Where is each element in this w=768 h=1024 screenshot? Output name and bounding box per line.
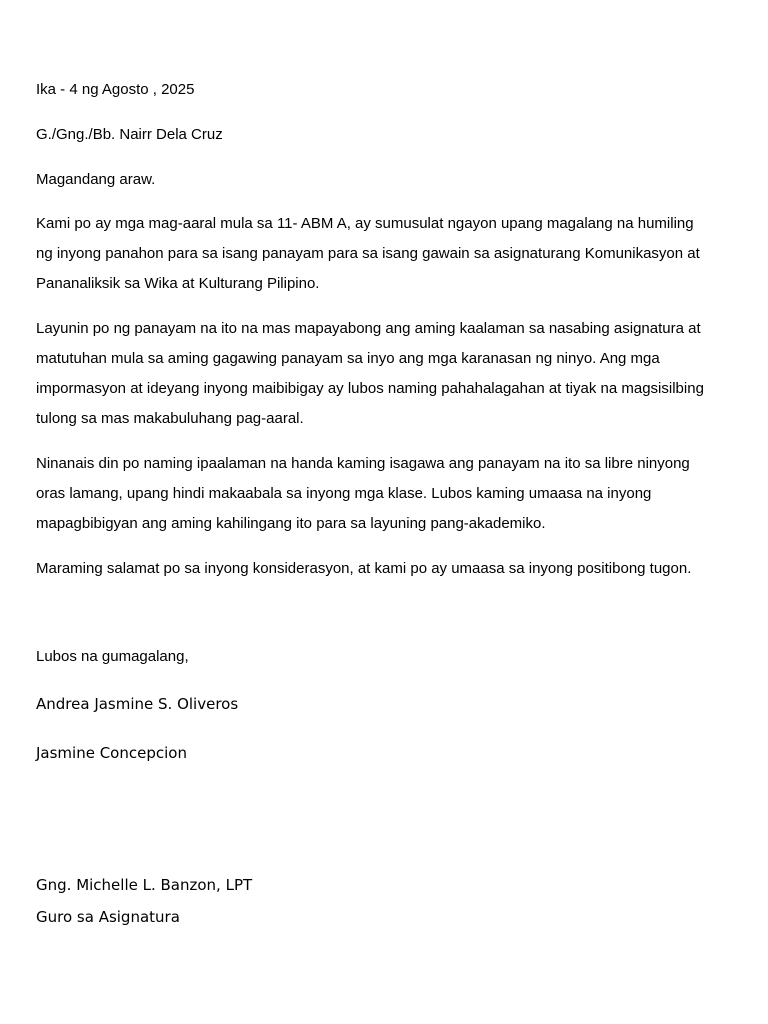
- paragraph-line: oras lamang, upang hindi makaabala sa inyong mga klase. Lubos kaming umaasa na inyong: [36, 485, 652, 502]
- paragraph-line: Pananaliksik sa Wika at Kulturang Pilipino.: [36, 275, 320, 292]
- paragraph-line: Layunin po ng panayam na ito na mas mapayabong ang aming kaalaman sa nasabing asignatura at: [36, 320, 701, 337]
- signatory-name: Jasmine Concepcion: [36, 744, 187, 762]
- letter-paragraph-2: [36, 314, 736, 434]
- letter-greeting: Magandang araw.: [36, 171, 156, 188]
- teacher-title: Guro sa Asignatura: [36, 908, 180, 926]
- paragraph-line: impormasyon at ideyang inyong maibibigay ay lubos naming pahahalagahan at tiyak na magsisilbing: [36, 380, 704, 397]
- teacher-name: Gng. Michelle L. Banzon, LPT: [36, 876, 253, 894]
- letter-paragraph-3: [36, 449, 736, 539]
- letter-paragraph-1: [36, 209, 736, 299]
- letter-recipient: G./Gng./Bb. Nairr Dela Cruz: [36, 126, 223, 143]
- paragraph-line: Ninanais din po naming ipaalaman na handa kaming isagawa ang panayam na ito sa libre ninyong: [36, 455, 690, 472]
- signatory-name: Andrea Jasmine S. Oliveros: [36, 695, 239, 713]
- paragraph-line: mapagbibigyan ang aming kahilingang ito para sa layuning pang-akademiko.: [36, 515, 546, 532]
- paragraph-line: Kami po ay mga mag-aaral mula sa 11- ABM A, ay sumusulat ngayon upang magalang na humiling: [36, 215, 694, 232]
- letter-closing: Lubos na gumagalang,: [36, 648, 189, 665]
- letter-date: Ika - 4 ng Agosto , 2025: [36, 81, 195, 98]
- paragraph-line: ng inyong panahon para sa isang panayam para sa isang gawain sa asignaturang Komunikasyon at: [36, 245, 700, 262]
- paragraph-line: matutuhan mula sa aming gagawing panayam sa inyo ang mga karanasan ng ninyo. Ang mga: [36, 350, 660, 367]
- letter-paragraph-4: Maraming salamat po sa inyong konsiderasyon, at kami po ay umaasa sa inyong positibong tugon.: [36, 560, 692, 577]
- paragraph-line: tulong sa mas makabuluhang pag-aaral.: [36, 410, 304, 427]
